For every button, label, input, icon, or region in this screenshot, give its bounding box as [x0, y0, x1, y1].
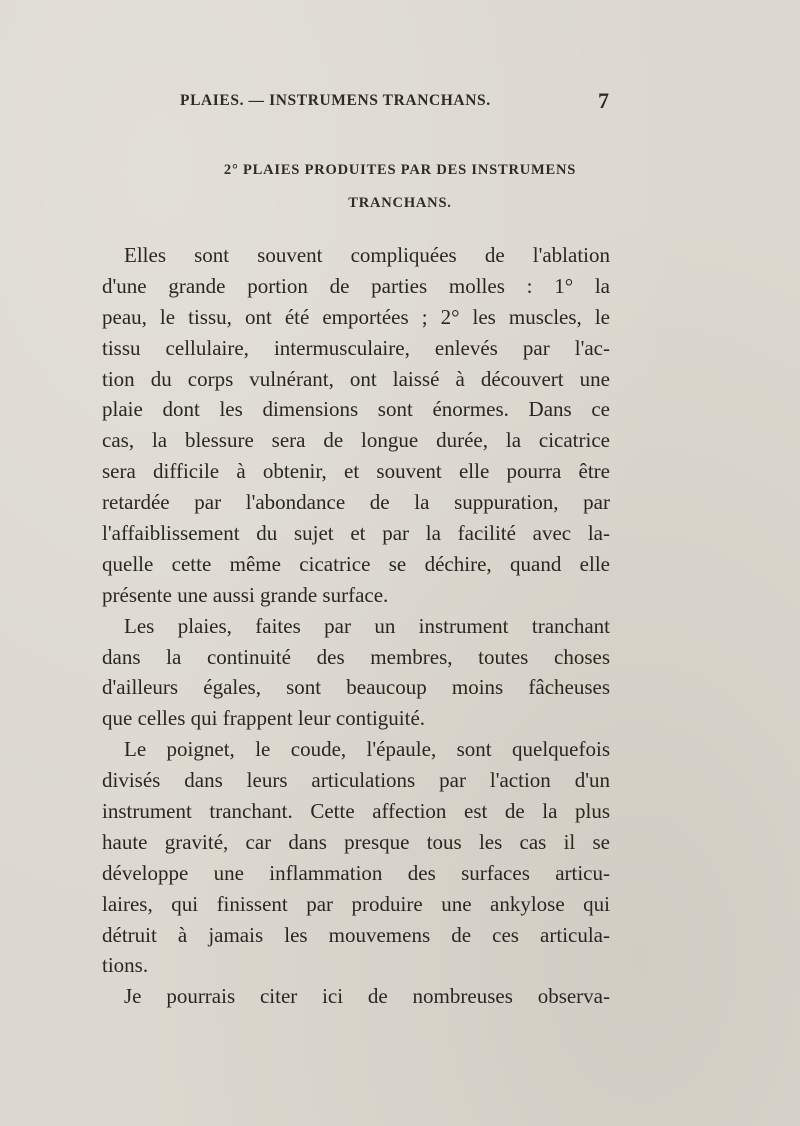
text-line: tissu cellulaire, intermusculaire, enlevés par l'ac- [102, 335, 610, 360]
text-line: Je pourrais citer ici de nombreuses observa- [124, 984, 610, 1009]
section-title-line-1: 2° PLAIES PRODUITES PAR DES INSTRUMENS [223, 162, 577, 178]
text-line: d'ailleurs égales, sont beaucoup moins fâcheuses [102, 675, 610, 700]
text-line: tion du corps vulnérant, ont laissé à découvert une [102, 366, 610, 391]
text-line: sera difficile à obtenir, et souvent elle pourra être [102, 459, 610, 484]
body-text [102, 240, 610, 1012]
text-line: présente une aussi grande surface. [102, 582, 389, 607]
text-line: cas, la blessure sera de longue durée, la cicatrice [102, 428, 610, 453]
text-line: dans la continuité des membres, toutes choses [102, 644, 610, 669]
text-line: que celles qui frappent leur contiguité. [102, 706, 426, 731]
text-line: retardée par l'abondance de la suppuration, par [102, 490, 610, 515]
text-line: détruit à jamais les mouvemens de ces articula- [102, 922, 610, 947]
text-line: divisés dans leurs articulations par l'action d'un [102, 768, 610, 793]
page-number: 7 [598, 88, 609, 113]
text-line: Les plaies, faites par un instrument tranchant [124, 613, 610, 638]
section-title-line-2: TRANCHANS. [348, 195, 452, 211]
text-line: laires, qui finissent par produire une ankylose qui [102, 891, 610, 916]
text-line: instrument tranchant. Cette affection est de la plus [102, 799, 610, 824]
text-line: haute gravité, car dans presque tous les cas il se [102, 829, 610, 854]
text-line: Elles sont souvent compliquées de l'ablation [124, 243, 610, 267]
text-line: plaie dont les dimensions sont énormes. Dans ce [102, 397, 610, 422]
running-head: PLAIES. — INSTRUMENS TRANCHANS. [180, 92, 491, 109]
text-line: quelle cette même cicatrice se déchire, quand elle [102, 551, 610, 576]
text-line: peau, le tissu, ont été emportées ; 2° les muscles, le [102, 304, 610, 329]
text-line: développe une inflammation des surfaces articu- [102, 860, 610, 885]
text-line: tions. [102, 953, 149, 978]
text-line: l'affaiblissement du sujet et par la facilité avec la- [102, 521, 610, 546]
text-line: d'une grande portion de parties molles : 1° la [102, 273, 610, 298]
text-line: Le poignet, le coude, l'épaule, sont quelquefois [124, 737, 610, 762]
